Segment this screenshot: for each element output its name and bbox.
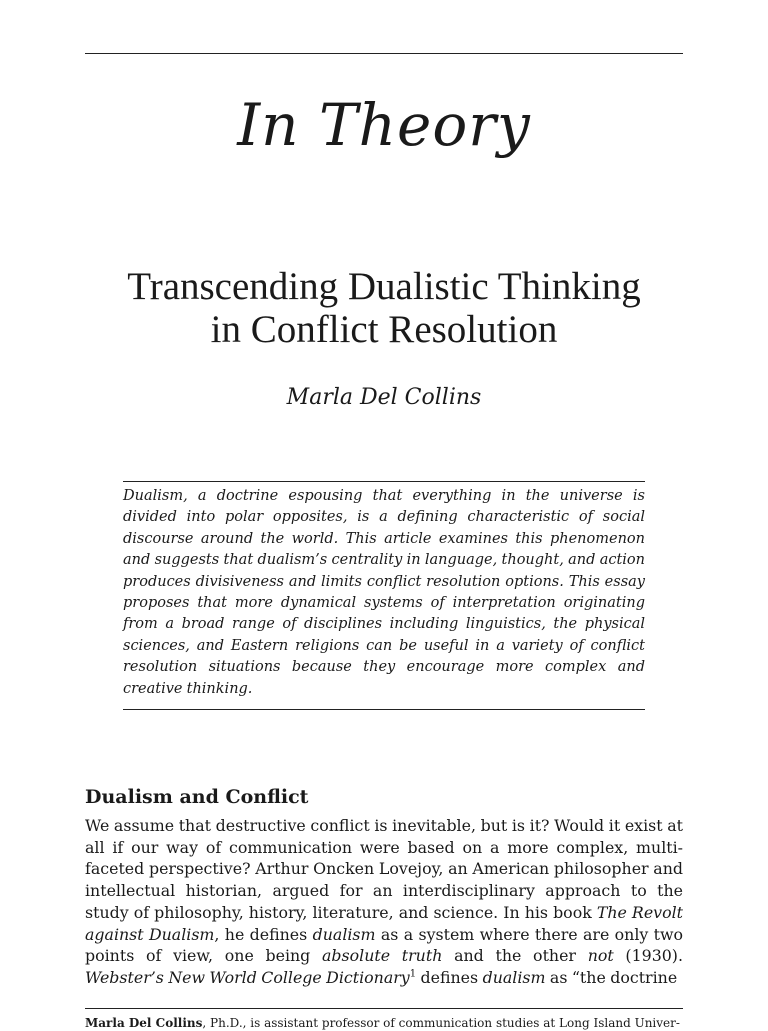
footnote-mark: 1 — [409, 968, 417, 980]
abstract-bottom-rule — [123, 709, 645, 710]
body-paragraph — [85, 815, 683, 989]
article-title-line-1: Transcending Dualistic Thinking — [127, 265, 641, 308]
body-text-run: as “the doctrine — [545, 967, 678, 987]
term-dualism-2: dualism — [482, 967, 546, 987]
body-text-run: as a system where there are only two points of view, one being — [85, 924, 684, 966]
term-absolute-truth: absolute truth — [322, 946, 443, 966]
top-rule — [85, 53, 683, 54]
article-author: Marla Del Collins — [286, 385, 482, 410]
article-title — [0, 265, 768, 351]
body-text-run: We assume that destructive conflict is inevitable, but is it? Would it exist at all if our way of communication were based on a more complex, multi-faceted perspective? Arthur Oncken Lovejoy, an American philosopher and intellectual historian, argued for an interdisciplinary approach to the study of philosophy, history, literature, and science. In his book — [85, 816, 683, 922]
book-title: The Revolt against Dualism — [85, 902, 684, 944]
section-heading: Dualism and Conflict — [85, 786, 309, 808]
body-text-run: defines — [416, 967, 483, 987]
footnote-rule — [85, 1008, 683, 1009]
footnote — [85, 1015, 683, 1031]
term-not: not — [587, 946, 614, 966]
footnote-author: Marla Del Collins — [85, 1016, 203, 1030]
article-title-line-2: in Conflict Resolution — [210, 308, 558, 351]
abstract-top-rule — [123, 481, 645, 482]
term-dualism: dualism — [312, 924, 376, 944]
footnote-text: , Ph.D., is assistant professor of communication studies at Long Island Univer- — [202, 1016, 680, 1030]
body-text-run: and the other — [442, 946, 588, 966]
section-title: In Theory — [237, 91, 531, 159]
dictionary-title: Webster’s New World College Dictionary — [85, 967, 410, 987]
abstract: Dualism, a doctrine espousing that everything in the universe is divided into polar opposites, is a defining characteristic of social discourse around the world. This article examines this phenomenon and suggests that dualism’s centrality in language, thought, and action produces divisiveness and limits conflict resolution options. This essay proposes that more dynamical systems of interpretation originating from a broad range of disciplines including linguistics, the physical sciences, and Eastern religions can be useful in a variety of conflict resolution situations because they encourage more complex and creative thinking. — [123, 488, 645, 697]
body-text-run: , he defines — [214, 924, 313, 944]
body-text-run: (1930). — [613, 946, 683, 966]
